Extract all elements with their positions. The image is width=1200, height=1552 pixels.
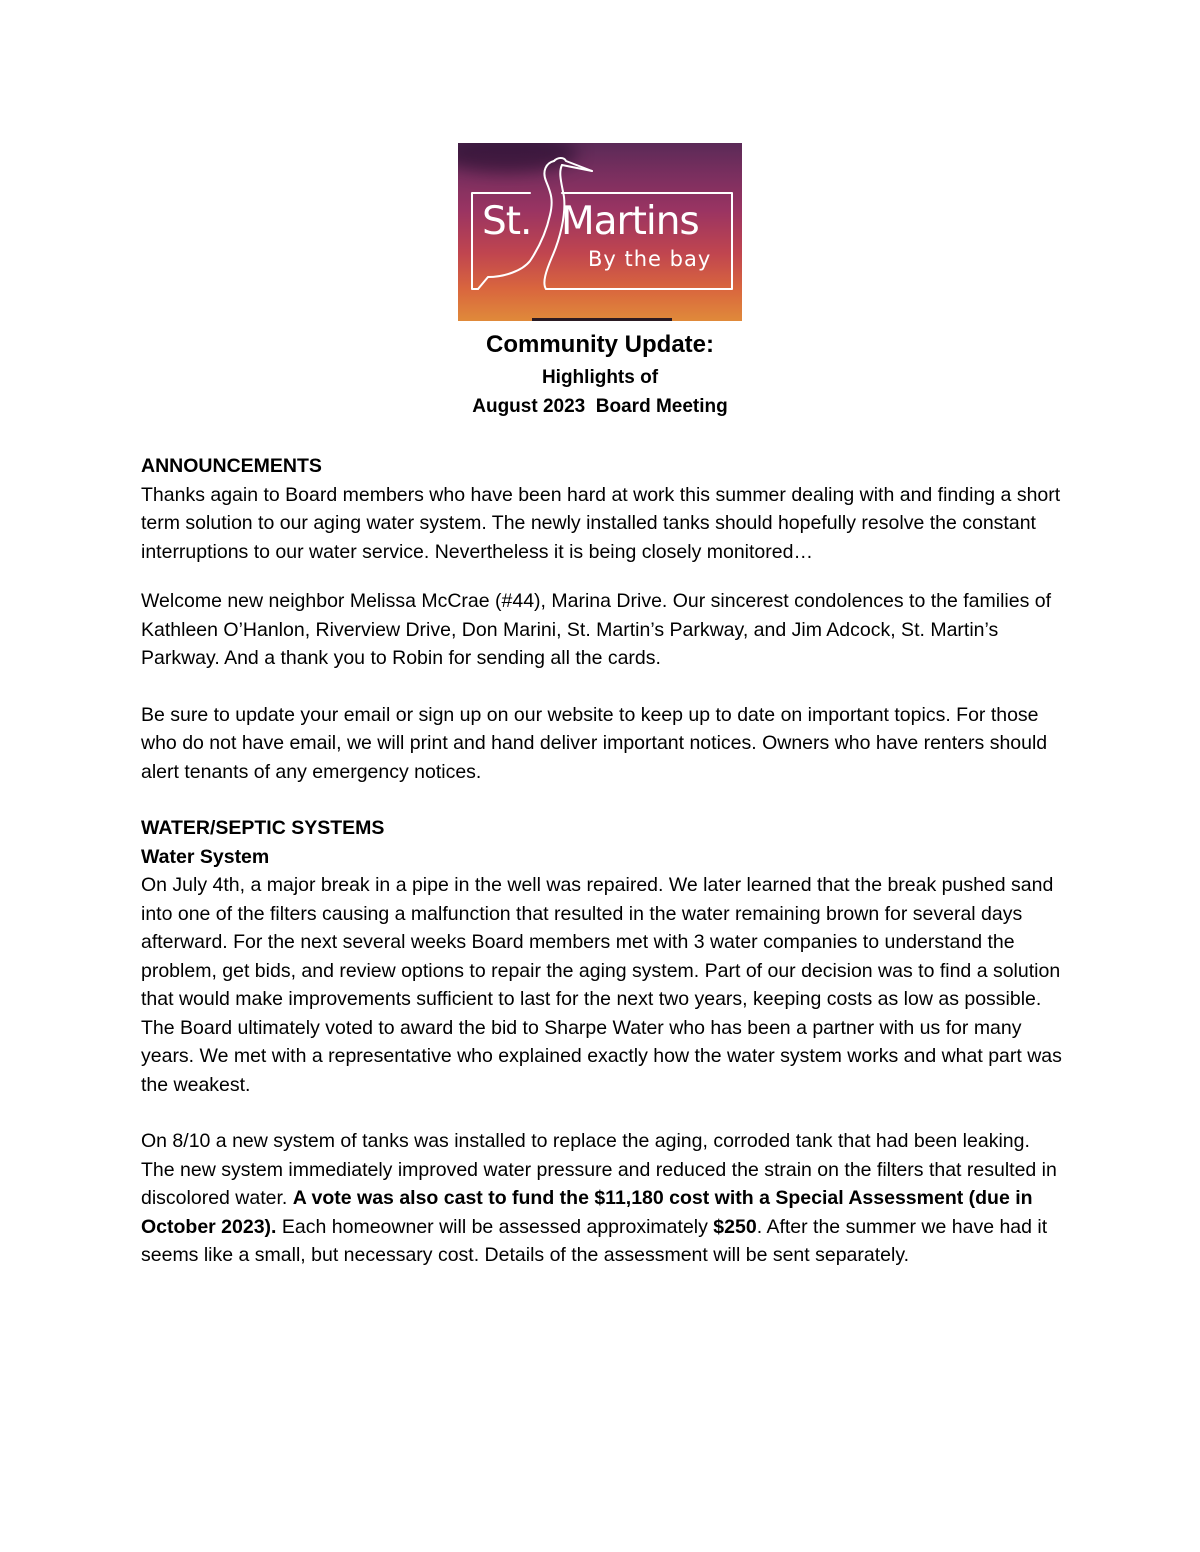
page-subtitle-line1: Highlights of — [541, 367, 659, 388]
paragraph-text: . After the summer we have had it seems like a small, but necessary cost. Details of the assessment will be sent separately. — [141, 1215, 1048, 1266]
paragraph-text: Each homeowner will be assessed approximately — [276, 1215, 714, 1238]
announcements-paragraph-1: Thanks again to Board members who have been hard at work this summer dealing with and finding a short term solution to our aging water system. The newly installed tanks should hopefully resolve the constant interruptions to our water service. Nevertheless it is being closely monitored… — [141, 483, 1061, 563]
water-system-subheading: Water System — [141, 845, 270, 868]
announcements-paragraph-2: Welcome new neighbor Melissa McCrae (#44), Marina Drive. Our sincerest condolences to the families of Kathleen O’Hanlon, Riverview Drive, Don Marini, St. Martin’s Parkway, and Jim Adcock, St. Martin’s Parkway. And a thank you to Robin for sending all the cards. — [141, 590, 1052, 669]
announcements-heading: ANNOUNCEMENTS — [141, 455, 322, 477]
st-martins-logo — [458, 143, 742, 321]
water-septic-heading: WATER/SEPTIC SYSTEMS — [141, 817, 385, 839]
special-assessment-notice: A vote was also cast to fund the $11,180 cost with a Special Assessment (due in October 2023). — [141, 1187, 1033, 1238]
water-system-paragraph-2 — [141, 1127, 1066, 1270]
page-subtitle-line2: August 2023 Board Meeting — [472, 396, 728, 417]
logo-text-st: St. — [482, 199, 532, 244]
paragraph-text: On 8/10 a new system of tanks was installed to replace the aging, corroded tank that had been leaking. The new system immediately improved water pressure and reduced the strain on the filters that resulted in discolored water. — [141, 1130, 1057, 1209]
announcements-paragraph-3: Be sure to update your email or sign up on our website to keep up to date on important topics. For those who do not have email, we will print and hand deliver important notices. Owners who have renters should alert tenants of any emergency notices. — [141, 703, 1048, 783]
assessment-amount: $250 — [713, 1215, 757, 1238]
logo-text-subtitle: By the bay — [588, 247, 712, 271]
logo-text-martins: Martins — [561, 199, 699, 244]
water-system-paragraph-1: On July 4th, a major break in a pipe in the well was repaired. We later learned that the break pushed sand into one of the filters causing a malfunction that resulted in the water remaining brown for several days afterward. For the next several weeks Board members met with 3 water companies to understand the problem, get bids, and review options to repair the aging system. Part of our decision was to find a solution that would make improvements sufficient to last for the next two years, keeping costs as low as possible. The Board ultimately voted to award the bid to Sharpe Water who has been a partner with us for many years. We met with a representative who explained exactly how the water system works and what part was the weakest. — [141, 874, 1062, 1096]
logo-bottom-bar — [532, 318, 672, 321]
document-body — [141, 452, 1066, 1270]
page-title: Community Update: — [486, 331, 714, 358]
